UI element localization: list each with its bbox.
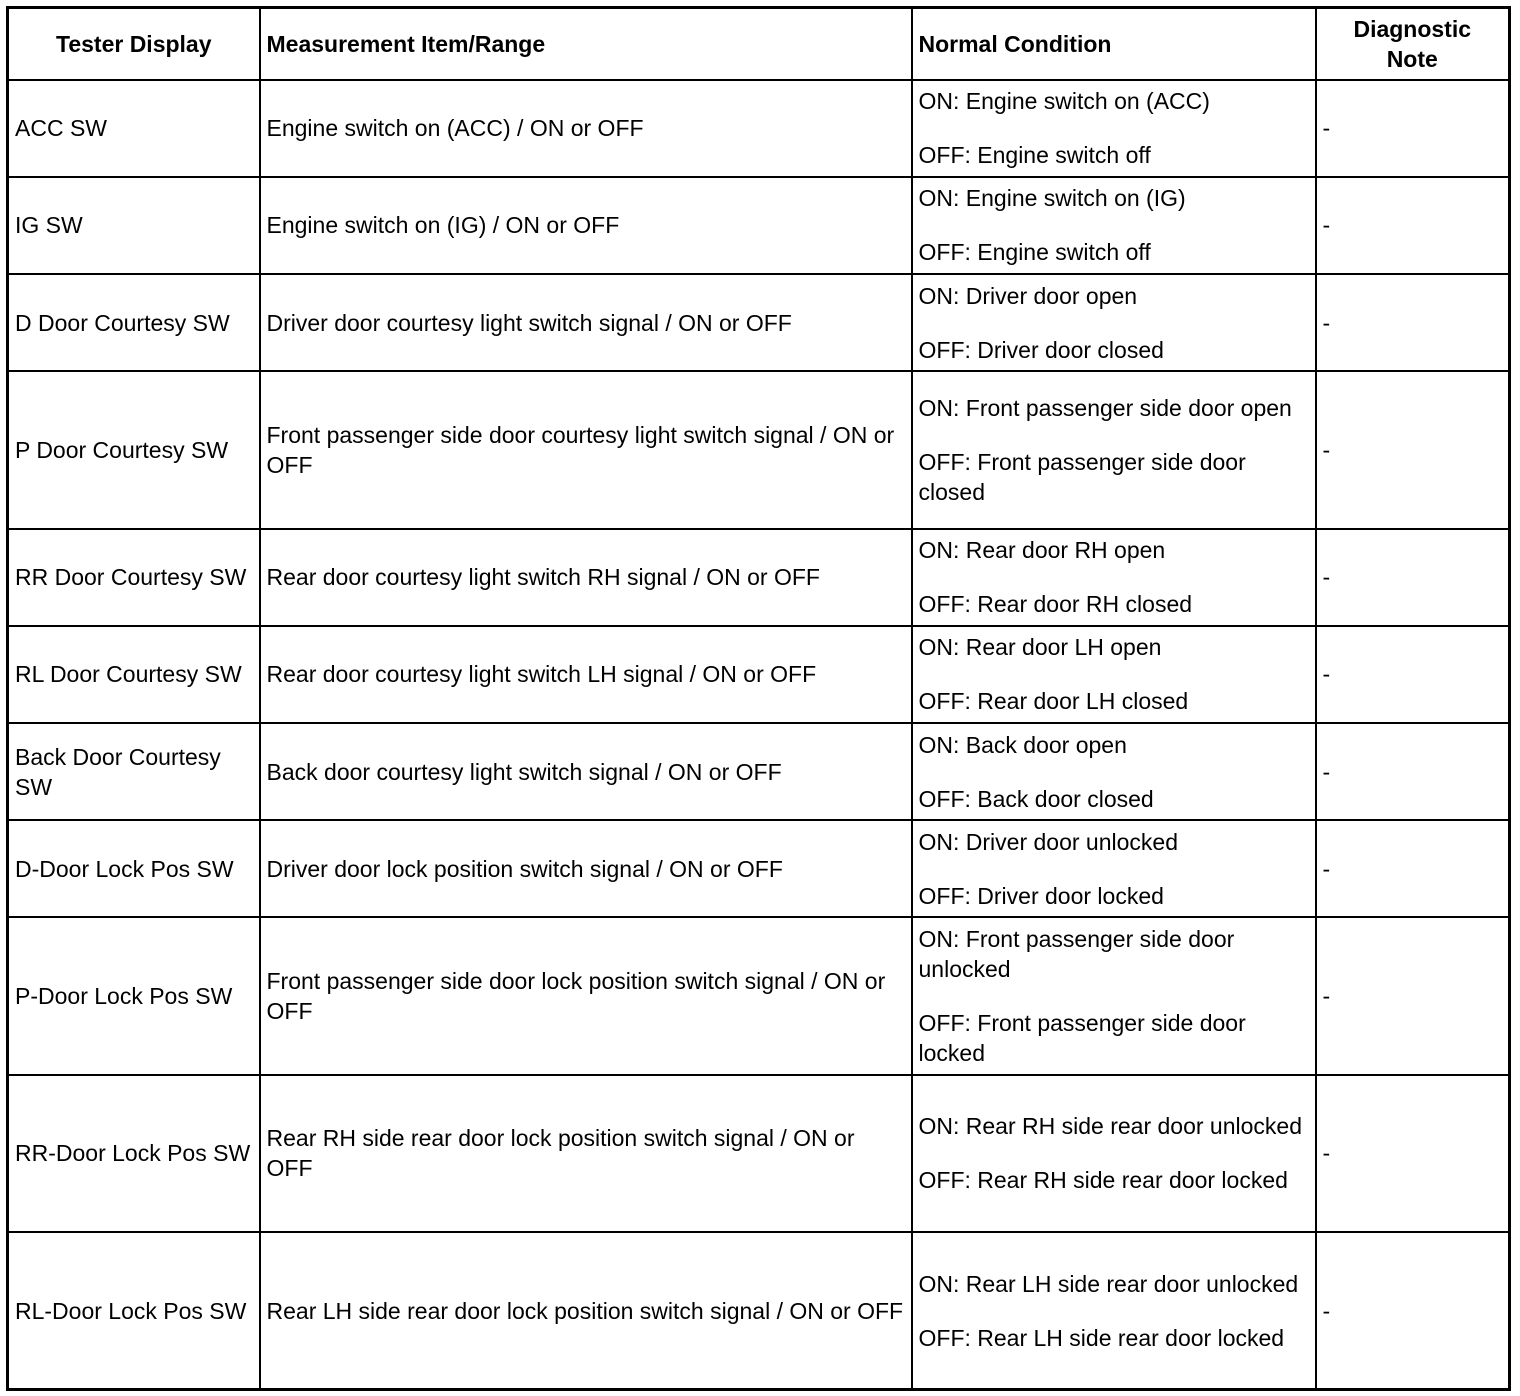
normal-condition-cell <box>912 626 1316 723</box>
measurement-cell: Driver door courtesy light switch signal / ON or OFF <box>260 274 912 371</box>
condition-on: ON: Front passenger side door unlocked <box>918 926 1235 983</box>
data-list-table <box>6 6 1511 1391</box>
normal-condition-cell <box>912 917 1316 1074</box>
diagnostic-note-cell: - <box>1316 626 1510 723</box>
diagnostic-note-cell: - <box>1316 529 1510 626</box>
header-normal-condition: Normal Condition <box>912 8 1316 80</box>
condition-off: OFF: Engine switch off <box>918 142 1151 169</box>
header-tester-display: Tester Display <box>8 8 260 80</box>
measurement-cell: Driver door lock position switch signal / ON or OFF <box>260 820 912 917</box>
normal-condition-cell <box>912 274 1316 371</box>
tester-display-cell: RL Door Courtesy SW <box>8 626 260 723</box>
tester-display-cell: IG SW <box>8 177 260 274</box>
table-row <box>8 626 1510 723</box>
tester-display-cell: RL-Door Lock Pos SW <box>8 1232 260 1389</box>
measurement-cell: Front passenger side door lock position switch signal / ON or OFF <box>260 917 912 1074</box>
condition-off: OFF: Driver door locked <box>918 882 1164 909</box>
measurement-cell: Front passenger side door courtesy light switch signal / ON or OFF <box>260 371 912 528</box>
table-row <box>8 1232 1510 1389</box>
diagnostic-note-cell: - <box>1316 1075 1510 1232</box>
diagnostic-note-cell: - <box>1316 274 1510 371</box>
tester-display-cell: ACC SW <box>8 80 260 177</box>
condition-on: ON: Front passenger side door open <box>918 394 1292 421</box>
diagnostic-note-cell: - <box>1316 177 1510 274</box>
normal-condition-cell <box>912 1232 1316 1389</box>
diagnostic-note-cell: - <box>1316 917 1510 1074</box>
table-row <box>8 177 1510 274</box>
normal-condition-cell <box>912 820 1316 917</box>
table-row <box>8 917 1510 1074</box>
condition-on: ON: Driver door unlocked <box>918 828 1178 855</box>
table-row <box>8 529 1510 626</box>
measurement-cell: Rear LH side rear door lock position switch signal / ON or OFF <box>260 1232 912 1389</box>
normal-condition-cell <box>912 529 1316 626</box>
condition-on: ON: Engine switch on (IG) <box>918 185 1186 212</box>
condition-on: ON: Rear RH side rear door unlocked <box>918 1113 1302 1140</box>
tester-display-cell: Back Door Courtesy SW <box>8 723 260 820</box>
condition-on: ON: Rear LH side rear door unlocked <box>918 1270 1299 1297</box>
diagnostic-note-cell: - <box>1316 723 1510 820</box>
table-row <box>8 371 1510 528</box>
condition-on: ON: Back door open <box>918 731 1127 758</box>
table-row <box>8 274 1510 371</box>
header-diagnostic-note-line2: Note <box>1386 45 1438 72</box>
measurement-cell: Back door courtesy light switch signal / ON or OFF <box>260 723 912 820</box>
header-diagnostic-note-line1: Diagnostic <box>1353 15 1472 42</box>
condition-on: ON: Engine switch on (ACC) <box>918 88 1210 115</box>
tester-display-cell: D-Door Lock Pos SW <box>8 820 260 917</box>
condition-off: OFF: Back door closed <box>918 785 1154 812</box>
header-diagnostic-note <box>1316 8 1510 80</box>
header-row <box>8 8 1510 80</box>
normal-condition-cell <box>912 723 1316 820</box>
diagnostic-note-cell: - <box>1316 371 1510 528</box>
condition-off: OFF: Driver door closed <box>918 336 1164 363</box>
diagnostic-note-cell: - <box>1316 1232 1510 1389</box>
normal-condition-cell <box>912 1075 1316 1232</box>
table-row <box>8 80 1510 177</box>
condition-on: ON: Driver door open <box>918 282 1138 309</box>
tester-display-cell: RR Door Courtesy SW <box>8 529 260 626</box>
table-row <box>8 1075 1510 1232</box>
condition-off: OFF: Engine switch off <box>918 239 1151 266</box>
measurement-cell: Engine switch on (IG) / ON or OFF <box>260 177 912 274</box>
condition-off: OFF: Front passenger side door locked <box>918 1010 1246 1067</box>
condition-on: ON: Rear door RH open <box>918 537 1166 564</box>
condition-off: OFF: Rear LH side rear door locked <box>918 1324 1285 1351</box>
normal-condition-cell <box>912 80 1316 177</box>
measurement-cell: Rear door courtesy light switch RH signal / ON or OFF <box>260 529 912 626</box>
measurement-cell: Engine switch on (ACC) / ON or OFF <box>260 80 912 177</box>
condition-off: OFF: Rear RH side rear door locked <box>918 1167 1288 1194</box>
condition-off: OFF: Front passenger side door closed <box>918 448 1246 505</box>
measurement-cell: Rear RH side rear door lock position switch signal / ON or OFF <box>260 1075 912 1232</box>
condition-off: OFF: Rear door LH closed <box>918 688 1189 715</box>
normal-condition-cell <box>912 371 1316 528</box>
tester-display-cell: RR-Door Lock Pos SW <box>8 1075 260 1232</box>
diagnostic-note-cell: - <box>1316 80 1510 177</box>
condition-off: OFF: Rear door RH closed <box>918 591 1193 618</box>
header-measurement-item: Measurement Item/Range <box>260 8 912 80</box>
table-row <box>8 820 1510 917</box>
condition-on: ON: Rear door LH open <box>918 634 1162 661</box>
normal-condition-cell <box>912 177 1316 274</box>
measurement-cell: Rear door courtesy light switch LH signal / ON or OFF <box>260 626 912 723</box>
diagnostic-note-cell: - <box>1316 820 1510 917</box>
tester-display-cell: P-Door Lock Pos SW <box>8 917 260 1074</box>
tester-display-cell: P Door Courtesy SW <box>8 371 260 528</box>
tester-display-cell: D Door Courtesy SW <box>8 274 260 371</box>
table-row <box>8 723 1510 820</box>
